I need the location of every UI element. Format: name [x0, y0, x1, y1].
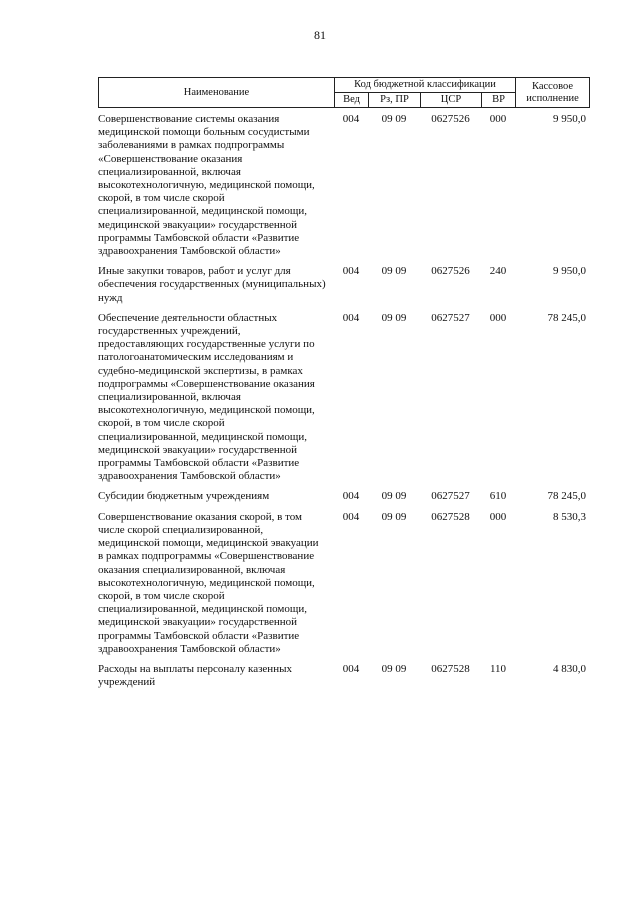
row-name: Совершенствование системы оказания медицинской помощи больным сосудистыми заболеваниями в рамках подпрограммы «Совершенствование оказания специализированной, включая высокотехнологичную, медицинской помощи, скорой, в том числе скорой специализированной, медицинской помощи, медицинской эвакуации» государственной программы Тамбовской области «Развитие здравоохранения Тамбовской области» — [98, 113, 315, 258]
table-row — [98, 265, 589, 312]
header-ved: Вед — [335, 93, 369, 108]
row-amount: 8 530,3 — [553, 510, 586, 523]
row-ved: 004 — [342, 113, 360, 125]
row-vr: 110 — [489, 662, 507, 675]
row-ved: 004 — [342, 490, 360, 503]
header-vr: ВР — [482, 93, 516, 108]
row-amount: 9 950,0 — [553, 113, 586, 125]
page-number: 81 — [314, 28, 326, 42]
row-amount: 78 245,0 — [547, 490, 586, 503]
table-row — [98, 312, 589, 491]
table-body — [98, 113, 589, 696]
row-name: Расходы на выплаты персоналу казенных учреждений — [98, 662, 292, 689]
row-name: Обеспечение деятельности областных государственных учреждений, предоставляющих государственные услуги по патологоанатомическим исследованиям и судебно-медицинской экспертизы, в рамках подпрограммы «Совершенствование оказания специализированной, включая высокотехнологичную, медицинской помощи, скорой, в том числе скорой специализированной, медицинской помощи, медицинской эвакуации» государственной программы Тамбовской области «Развитие здравоохранения Тамбовской области» — [98, 311, 315, 483]
row-csr: 0627527 — [431, 490, 470, 503]
table-row — [98, 113, 589, 265]
header-rz-pr: Рз, ПР — [369, 93, 421, 108]
row-ved: 004 — [342, 510, 360, 523]
header-csr: ЦСР — [421, 93, 482, 108]
row-csr: 0627528 — [431, 662, 470, 675]
row-rz-pr: 09 09 — [381, 662, 407, 675]
row-csr: 0627526 — [431, 265, 470, 278]
row-vr: 000 — [489, 510, 507, 523]
row-rz-pr: 09 09 — [381, 490, 407, 503]
row-csr: 0627527 — [431, 311, 470, 324]
row-csr: 0627526 — [431, 113, 470, 125]
row-rz-pr: 09 09 — [381, 311, 407, 324]
row-amount: 78 245,0 — [547, 311, 586, 324]
row-name: Совершенствование оказания скорой, в том числе скорой специализированной, медицинской помощи, медицинской эвакуации в рамках подпрограммы «Совершенствование оказания специализированной, включая высокотехнологичную, медицинской помощи, скорой, в том числе скорой специализированной, медицинской помощи, медицинской эвакуации» государственной программы Тамбовской области «Развитие здравоохранения Тамбовской области» — [98, 510, 319, 655]
row-rz-pr: 09 09 — [381, 265, 407, 278]
row-rz-pr: 09 09 — [381, 113, 407, 125]
row-ved: 004 — [342, 662, 360, 675]
row-vr: 610 — [489, 490, 507, 503]
row-name: Субсидии бюджетным учреждениям — [98, 490, 270, 503]
row-amount: 9 950,0 — [553, 265, 586, 278]
row-rz-pr: 09 09 — [381, 510, 407, 523]
header-name: Наименование — [99, 78, 335, 108]
row-vr: 000 — [489, 311, 507, 324]
table-row — [98, 490, 589, 510]
row-ved: 004 — [342, 311, 360, 324]
row-name: Иные закупки товаров, работ и услуг для обеспечения государственных (муниципальных) нужд — [98, 265, 326, 304]
row-vr: 000 — [489, 113, 507, 125]
table-row — [98, 511, 589, 663]
row-ved: 004 — [342, 265, 360, 278]
budget-table — [98, 77, 589, 696]
table-row — [98, 663, 589, 696]
header-code-group: Код бюджетной классификации — [335, 78, 516, 93]
header-execution: Кассовое исполнение — [516, 78, 590, 108]
row-vr: 240 — [489, 265, 507, 278]
row-amount: 4 830,0 — [553, 662, 586, 675]
row-csr: 0627528 — [431, 510, 470, 523]
table-header — [98, 77, 590, 108]
